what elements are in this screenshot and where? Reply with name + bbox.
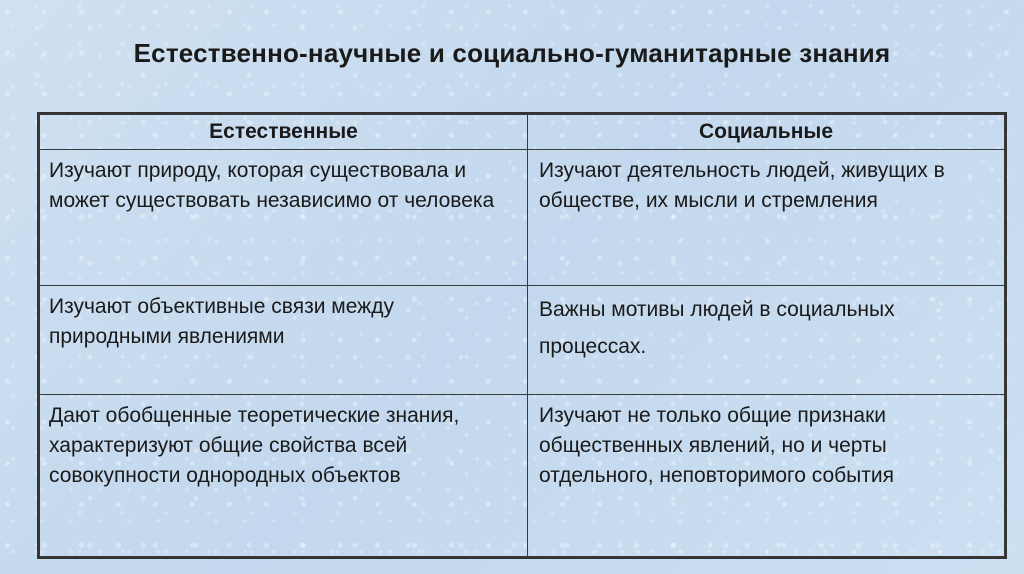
comparison-table xyxy=(37,112,1007,559)
cell-social-3: Изучают не только общие признаки общественных явлений, но и черты отдельного, неповторимого события xyxy=(528,395,1005,557)
table-row xyxy=(40,150,1005,286)
cell-social-1: Изучают деятельность людей, живущих в обществе, их мысли и стремления xyxy=(528,150,1005,286)
slide-title: Естественно-научные и социально-гуманитарные знания xyxy=(133,38,891,68)
table-header-row xyxy=(40,115,1005,150)
comparison-table-grid xyxy=(39,114,1005,557)
header-social: Социальные xyxy=(528,115,1005,150)
table-row xyxy=(40,286,1005,395)
header-natural: Естественные xyxy=(40,115,528,150)
cell-natural-3: Дают обобщенные теоретические знания, характеризуют общие свойства всей совокупности однородных объектов xyxy=(40,395,528,557)
table-row xyxy=(40,395,1005,557)
cell-natural-1: Изучают природу, которая существовала и может существовать независимо от человека xyxy=(40,150,528,286)
cell-social-2: Важны мотивы людей в социальных процессах. xyxy=(528,286,1005,395)
cell-natural-2: Изучают объективные связи между природными явлениями xyxy=(40,286,528,395)
